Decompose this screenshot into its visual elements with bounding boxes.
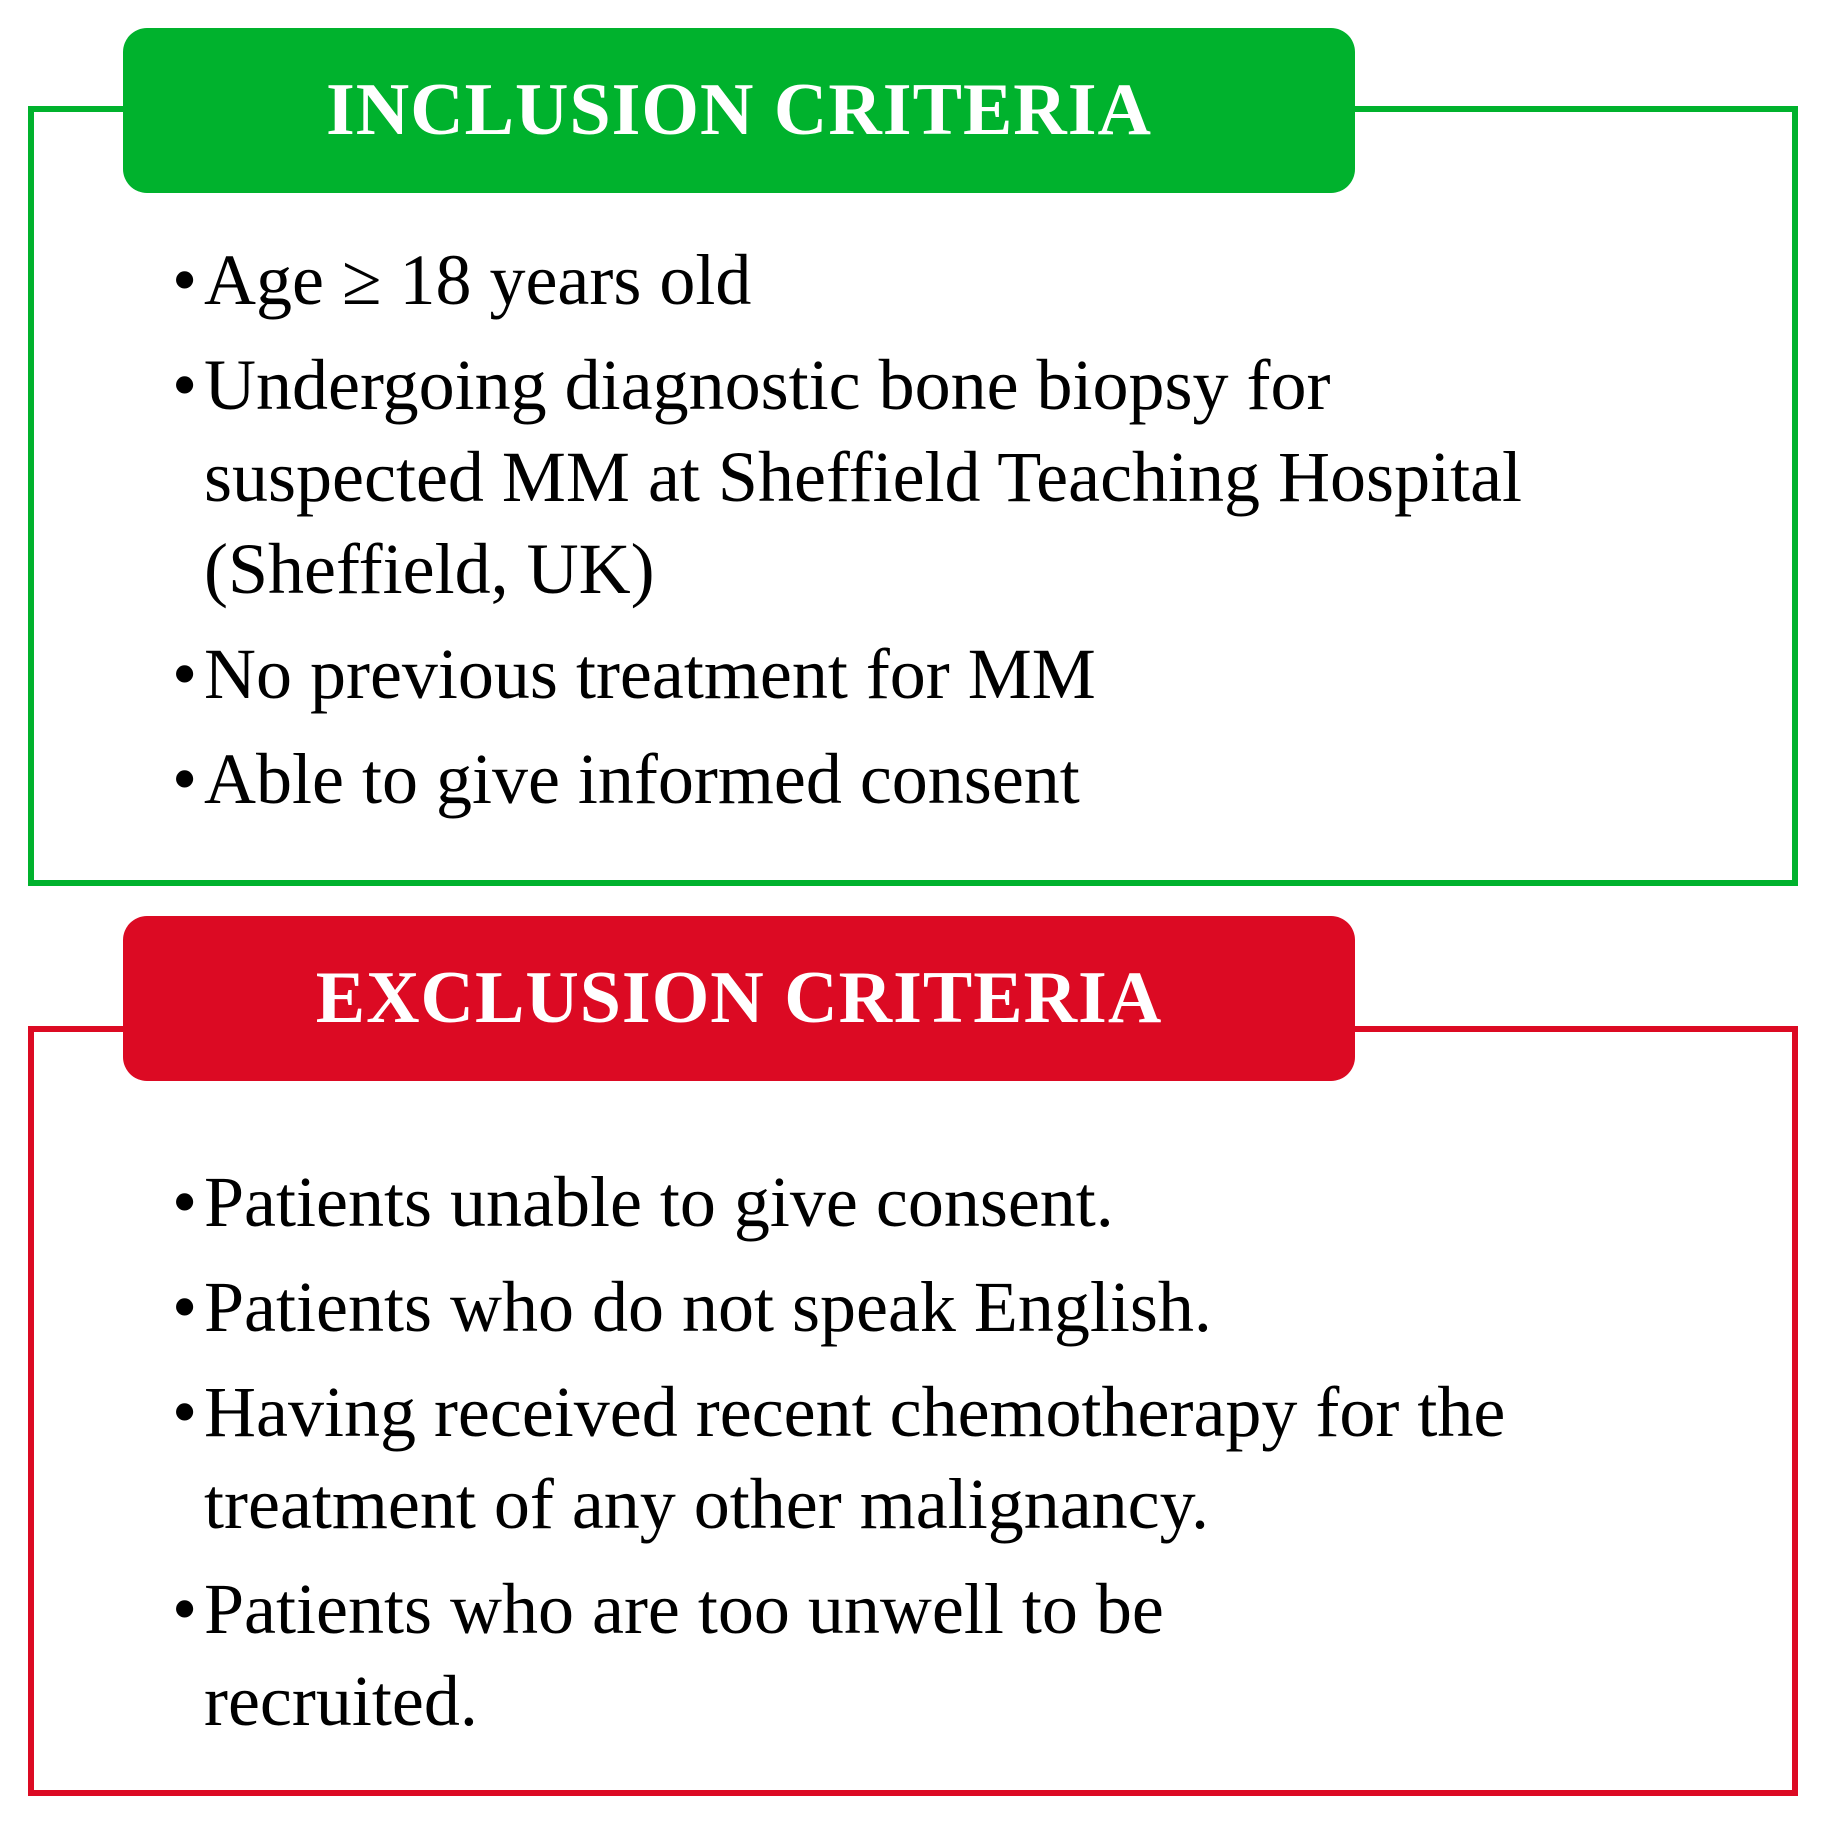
bullet-icon: • [172,739,198,819]
inclusion-item-text: Age ≥ 18 years old [204,240,752,320]
bullet-icon: • [172,345,198,425]
inclusion-item-text: Able to give informed consent [204,739,1080,819]
exclusion-item-text: Patients who are too unwell to be recruited. [204,1569,1164,1741]
exclusion-header [123,916,1355,1081]
exclusion-item-text: Patients who do not speak English. [204,1267,1212,1347]
inclusion-item-text: No previous treatment for MM [204,634,1096,714]
inclusion-item-text: Undergoing diagnostic bone biopsy for suspected MM at Sheffield Teaching Hospital (Sheffield, UK) [204,345,1523,609]
bullet-icon: • [172,1372,198,1452]
bullet-icon: • [172,1267,198,1347]
exclusion-title: EXCLUSION CRITERIA [315,957,1163,1039]
exclusion-item [172,1563,1384,1747]
bullet-icon: • [172,634,198,714]
bullet-icon: • [172,240,198,320]
exclusion-item [172,1156,1732,1248]
exclusion-item [172,1366,1634,1550]
exclusion-list [172,1156,1732,1747]
bullet-icon: • [172,1162,198,1242]
exclusion-item [172,1261,1732,1353]
exclusion-item-text: Patients unable to give consent. [204,1162,1114,1242]
bullet-icon: • [172,1569,198,1649]
inclusion-title: INCLUSION CRITERIA [325,69,1152,151]
exclusion-item-text: Having received recent chemotherapy for the treatment of any other malignancy. [204,1372,1506,1544]
